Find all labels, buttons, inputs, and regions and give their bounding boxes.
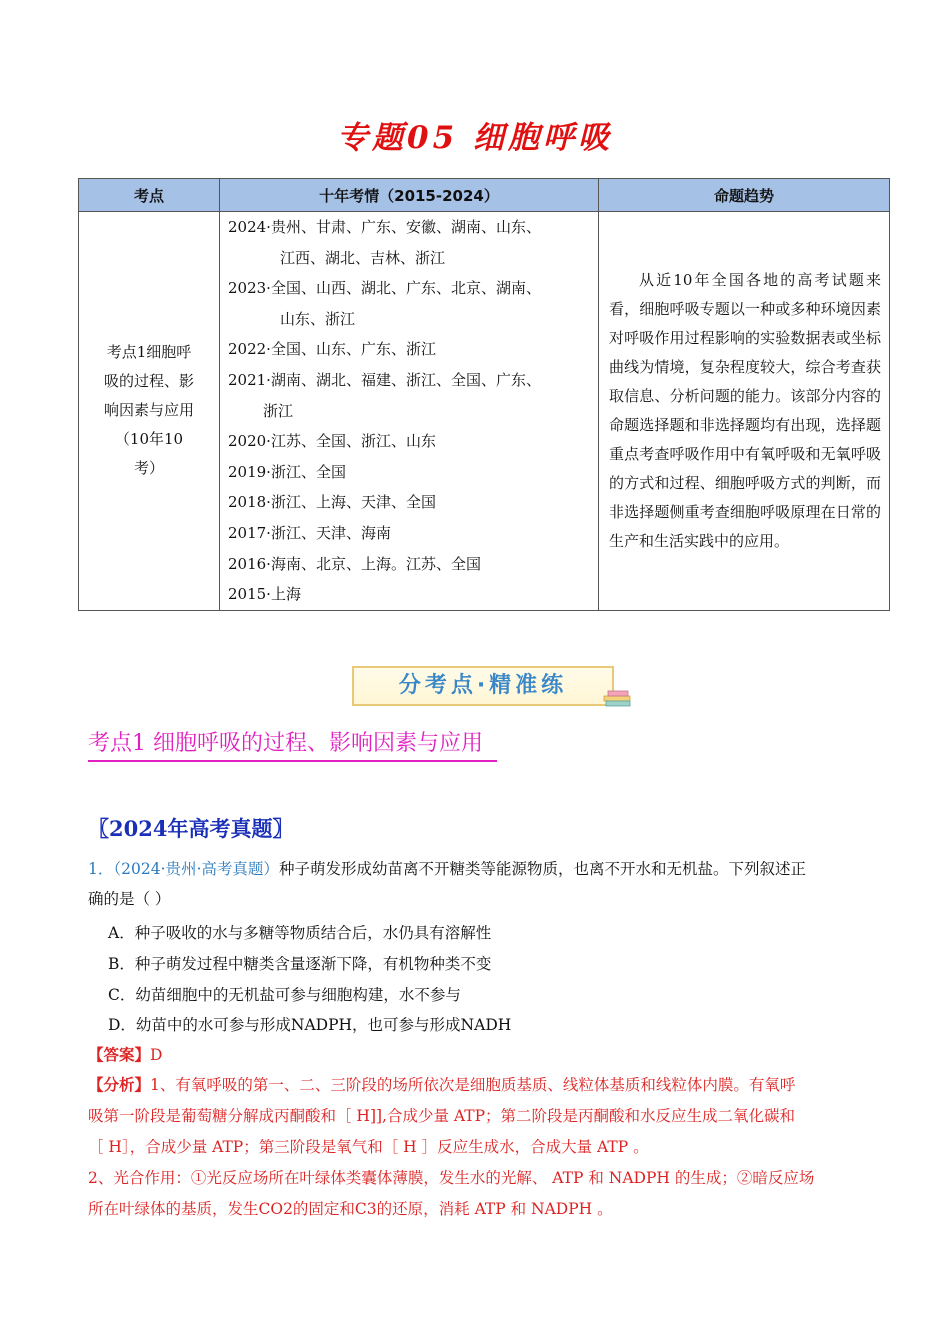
topic-line: 考点1细胞呼 [106,343,192,362]
year-entry: 2017·浙江、天津、海南 [228,523,391,542]
header-years: 十年考情（2015-2024） [220,179,599,212]
option-a: A．种子吸收的水与多糖等物质结合后，水仍具有溶解性 [108,924,492,942]
header-trend: 命题趋势 [599,179,890,212]
year-heading: 〖2024年高考真题〗 [88,816,294,841]
table-header-row [79,179,890,212]
table-row [79,212,890,611]
answer-line [88,1039,868,1071]
header-topic: 考点 [79,179,220,212]
topic-line: 吸的过程、影 [103,372,194,391]
trend-text: 从近10年全国各地的高考试题来看，细胞呼吸专题以一种或多种环境因素对呼吸作用过程影响的实验数据表或坐标曲线为情境，复杂程度较大，综合考查获取信息、分析问题的能力。该部分内容的命题选择题和非选择题均有出现，选择题重点考查呼吸作用中有氧呼吸和无氧呼吸的方式和过程、细胞呼吸方式的判断，而非选择题侧重考查细胞呼吸原理在日常的生产和生活实践中的应用。 [609,270,881,550]
analysis-line: 2、光合作用：①光反应场所在叶绿体类囊体薄膜，发生水的光解、 ATP 和 NADPH 的生成；②暗反应场 [88,1169,815,1187]
year-entry: 2022·全国、山东、广东、浙江 [228,340,436,359]
year-entry-cont: 浙江 [263,401,294,420]
option-b: B．种子萌发过程中糖类含量逐渐下降，有机物种类不变 [108,955,492,973]
analysis-block [88,1069,868,1225]
year-entry: 2019·浙江、全国 [228,462,346,481]
year-entry: 2016·海南、北京、上海。江苏、全国 [228,554,481,573]
section-heading: 考点1 细胞呼吸的过程、影响因素与应用 [88,728,497,762]
analysis-label: 【分析】 [88,1075,151,1094]
question-text: 确的是（ ） [88,890,171,908]
book-icon [602,688,632,708]
topic-line: 响因素与应用 [103,401,194,420]
practice-banner: 分考点·精准练 [352,666,614,706]
page-title: 专题05 细胞呼吸 [337,120,613,156]
years-cell [220,212,599,611]
year-entry-cont: 江西、湖北、吉林、浙江 [280,248,446,267]
analysis-line: 吸第一阶段是葡萄糖分解成丙酮酸和［ H]],合成少量 ATP；第二阶段是丙酮酸和水反应生成二氧化碳和 [88,1107,796,1125]
answer-value: D [150,1046,163,1064]
overview-table [78,178,890,611]
analysis-line: ［ H］，合成少量 ATP；第三阶段是氧气和［ H ］反应生成水，合成大量 ATP 。 [88,1138,649,1156]
question-text: 种子萌发形成幼苗离不开糖类等能源物质，也离不开水和无机盐。下列叙述正 [278,860,806,878]
question-stem [88,854,863,914]
question-source: （2024·贵州·高考真题） [113,860,279,878]
year-entry: 2018·浙江、上海、天津、全国 [228,493,436,512]
year-entry: 2020·江苏、全国、浙江、山东 [228,432,436,451]
year-entry-cont: 山东、浙江 [280,309,356,328]
topic-line: 考） [133,459,164,478]
trend-cell [599,212,890,611]
year-entry: 2023·全国、山西、湖北、广东、北京、湖南、 [228,279,541,298]
year-entry: 2021·湖南、湖北、福建、浙江、全国、广东、 [228,370,541,389]
answer-label: 【答案】 [88,1045,151,1064]
topic-line: （10年10 [114,430,184,449]
year-entry: 2015·上海 [228,585,301,604]
topic-cell [79,212,220,611]
year-entry: 2024·贵州、甘肃、广东、安徽、湖南、山东、 [228,218,541,236]
option-d: D．幼苗中的水可参与形成NADPH，也可参与形成NADH [108,1016,512,1034]
analysis-line: 所在叶绿体的基质，发生CO2的固定和C3的还原，消耗 ATP 和 NADPH 。 [88,1200,613,1218]
question-number: 1． [88,860,114,878]
option-c: C．幼苗细胞中的无机盐可参与细胞构建，水不参与 [108,986,461,1004]
analysis-line: 1、有氧呼吸的第一、二、三阶段的场所依次是细胞质基质、线粒体基质和线粒体内膜。有氧呼 [150,1076,796,1094]
